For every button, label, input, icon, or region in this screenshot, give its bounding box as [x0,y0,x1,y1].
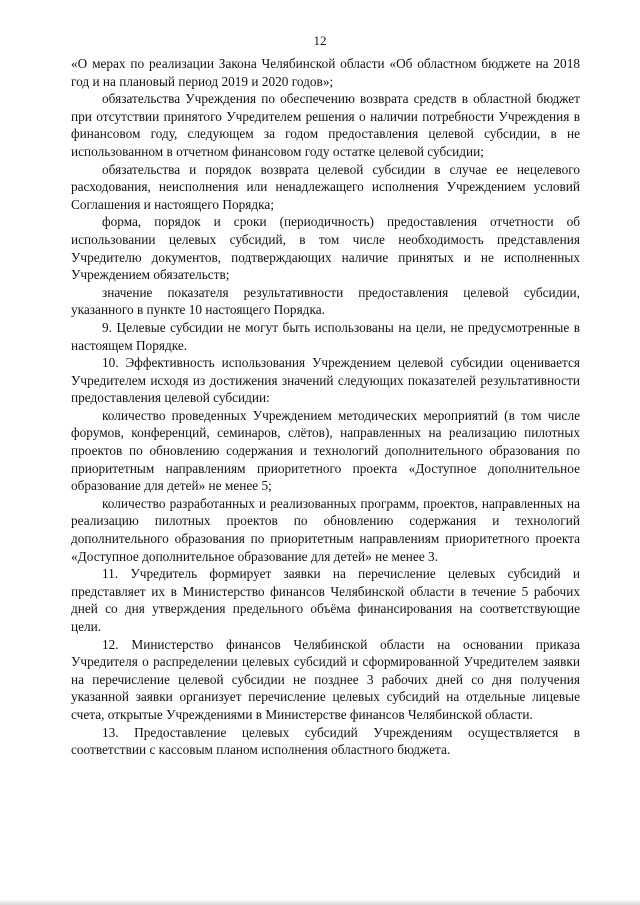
paragraph-item-13: 13. Предоставление целевых субсидий Учреждениям осуществляется в соответствии с кассовым планом исполнения областного бюджета. [71,724,580,758]
paragraph-item-10: 10. Эффективность использования Учреждением целевой субсидии оценивается Учредителем исходя из достижения значений следующих показателей результативности предоставления целевой субсидии: [71,355,580,406]
paragraph-item-9: 9. Целевые субсидии не могут быть использованы на цели, не предусмотренные в настоящем Порядке. [71,319,580,353]
paragraph-return-obligation: обязательства Учреждения по обеспечению возврата средств в областной бюджет при отсутствии принятого Учредителем решения о наличии потребности Учреждения в финансовом году, следующем за годом предоставления целевой субсидии, в не использованном в отчетном финансовом году остатке целевой субсидии; [71,91,580,159]
paragraph-item-12: 12. Министерство финансов Челябинской области на основании приказа Учредителя о распределении целевых субсидий и сформированной Учредителем заявки на перечисление целевой субсидии не позднее 3 рабочих дней со дня получения указанной заявки организует перечисление целевых субсидий на отдельные лицевые счета, открытые Учреждениями в Министерстве финансов Челябинской области. [71,636,580,722]
paragraph-misuse-return: обязательства и порядок возврата целевой субсидии в случае ее нецелевого расходования, неисполнения или ненадлежащего исполнения Учреждением условий Соглашения и настоящего Порядка; [71,161,580,212]
paragraph-indicator-programs: количество разработанных и реализованных программ, проектов, направленных на реализацию пилотных проектов по обновлению содержания и технологий дополнительного образования по приоритетным направлениям приоритетного проекта «Доступное дополнительное образование для детей» не менее 3. [71,495,580,564]
scan-bottom-edge [0,899,640,905]
document-body [71,55,580,759]
paragraph-reporting: форма, порядок и сроки (периодичность) предоставления отчетности об использовании целевых субсидий, в том числе необходимость представления Учредителю документов, подтверждающих наличие принятых и не исполненных Учреждением обязательств; [71,214,580,283]
paragraph-indicator-events: количество проведенных Учреждением методических мероприятий (в том числе форумов, конференций, семинаров, слётов), направленных на реализацию пилотных проектов по обновлению содержания и технологий дополнительного образования по приоритетным направлениям приоритетного проекта «Доступное дополнительное образование для детей» не менее 5; [71,407,580,494]
paragraph-item-11: 11. Учредитель формирует заявки на перечисление целевых субсидий и представляет их в Министерство финансов Челябинской области в течение 5 рабочих дней со дня утверждения предельного объёма финансирования на соответствующие цели. [71,566,580,634]
paragraph-continuation: «О мерах по реализации Закона Челябинской области «Об областном бюджете на 2018 год и на плановый период 2019 и 2020 годов»; [71,56,580,89]
paragraph-indicator-value: значение показателя результативности предоставления целевой субсидии, указанного в пункте 10 настоящего Порядка. [71,284,580,318]
page-number: 12 [313,33,327,48]
